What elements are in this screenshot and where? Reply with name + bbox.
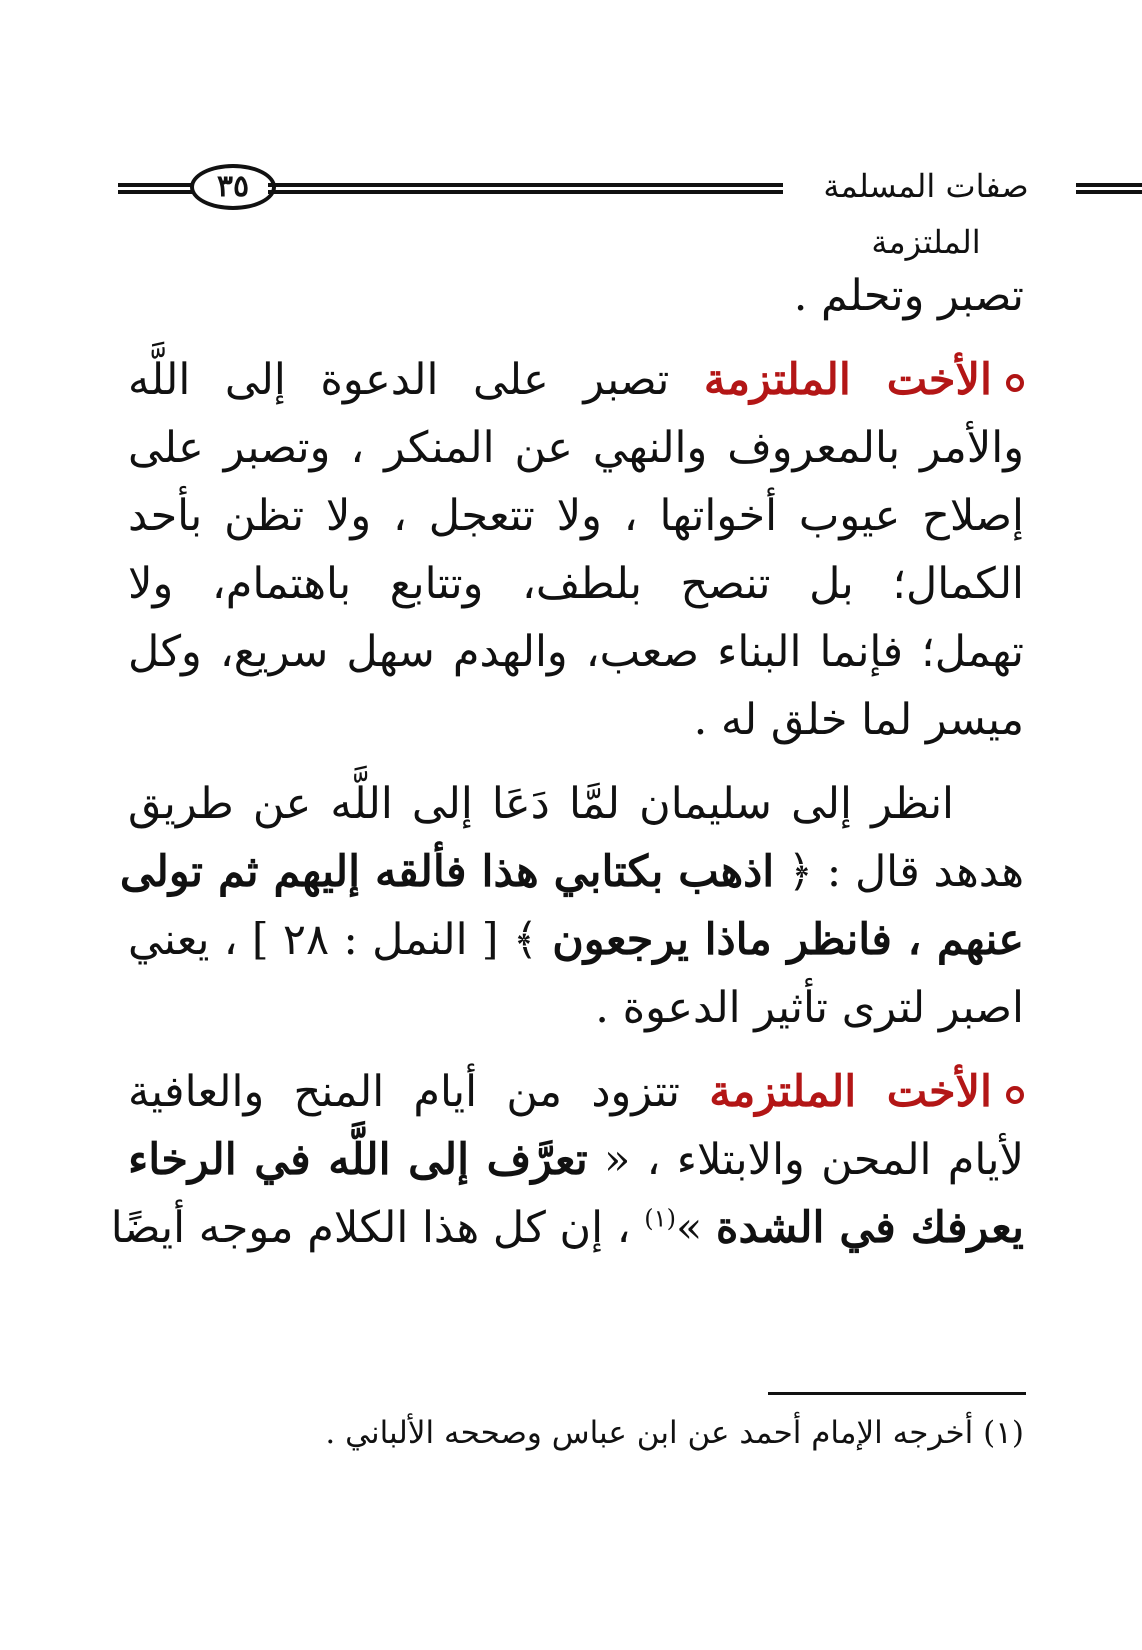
bullet-circle-icon: [1006, 374, 1024, 392]
bullet-circle-icon: [1006, 1086, 1024, 1104]
header-rule: [118, 183, 196, 194]
page-body: [110, 262, 1024, 1262]
footnote-marker: (١): [644, 1204, 676, 1233]
text-line: والأمر بالمعروف والنهي عن المنكر ، وتصبر على: [128, 423, 1024, 473]
footnote: (١) أخرجه الإمام أحمد عن ابن عباس وصححه الألباني .: [325, 1415, 1024, 1451]
running-title: صفات المسلمة الملتزمة: [823, 167, 1029, 261]
text-line: لأيام المحن والابتلاء ، « تعرَّف إلى اللَّه في الرخاء: [128, 1135, 1024, 1185]
section-lead: الأخت الملتزمة: [703, 355, 992, 405]
text-line: تصبر وتحلم .: [793, 271, 1024, 321]
text-line: الكمال؛ بل تنصح بلطف، وتتابع باهتمام، ولا: [128, 559, 1024, 609]
text-line: ميسر لما خلق له .: [693, 695, 1024, 745]
header-rule: [1076, 183, 1142, 194]
footnote-rule: [768, 1392, 1026, 1395]
text-line: هدهد قال : ﴿ اذهب بكتابي هذا فألقه إليهم ثم تولى: [119, 847, 1024, 897]
text-line: إصلاح عيوب أخواتها ، ولا تتعجل ، ولا تظن بأحد: [128, 491, 1024, 541]
quran-quote: اذهب بكتابي هذا فألقه إليهم ثم تولى: [119, 847, 775, 897]
text-line: الأخت الملتزمة تتزود من أيام المنح والعافية: [128, 1058, 1024, 1126]
text-line: انظر إلى سليمان لمَّا دَعَا إلى اللَّه عن طريق: [128, 779, 954, 829]
text-line: اصبر لترى تأثير الدعوة .: [595, 983, 1024, 1033]
text-line: عنهم ، فانظر ماذا يرجعون ﴾ [ النمل : ٢٨ ] ، يعني: [128, 915, 1024, 965]
hadith-quote: تعرَّف إلى اللَّه في الرخاء: [128, 1135, 588, 1185]
hadith-quote: يعرفك في الشدة: [715, 1203, 1024, 1253]
section-lead: الأخت الملتزمة: [709, 1067, 992, 1117]
text-line: يعرفك في الشدة »$^{(١)}$ ، إن كل هذا الكلام موجه أيضًا: [110, 1203, 1024, 1253]
text-line: تهمل؛ فإنما البناء صعب، والهدم سهل سريع، وكل: [128, 627, 1024, 677]
page-number: ٣٥: [190, 164, 276, 210]
quran-quote: عنهم ، فانظر ماذا يرجعون: [552, 915, 1024, 965]
header-rule: [268, 183, 783, 194]
text-line: الأخت الملتزمة تصبر على الدعوة إلى اللَّه: [128, 346, 1024, 414]
page-header: [118, 158, 1029, 261]
